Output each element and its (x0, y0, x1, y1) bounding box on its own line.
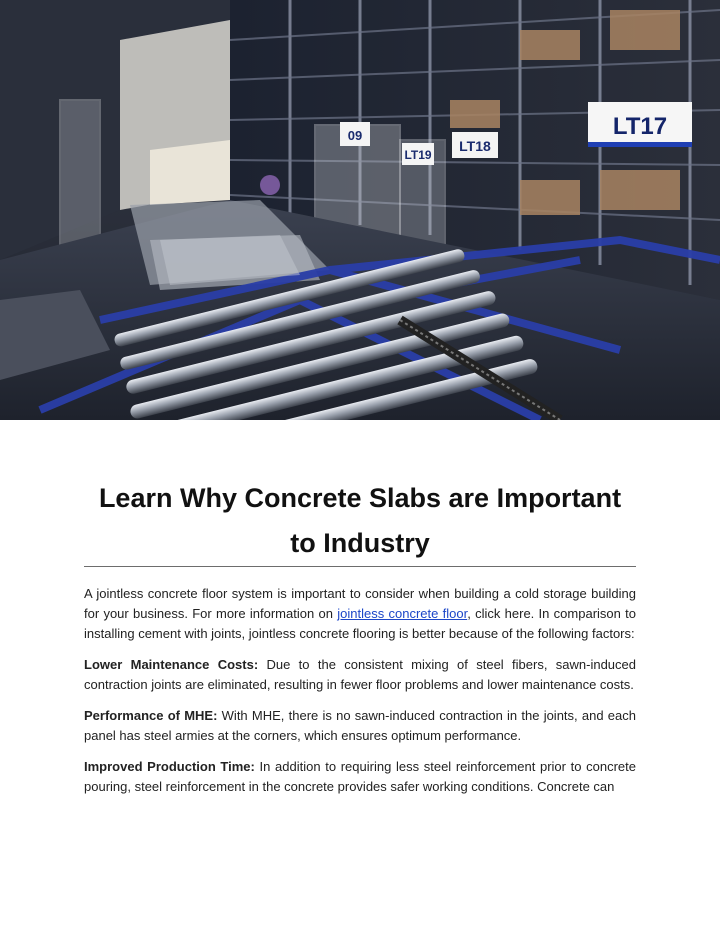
sign-lt17: LT17 (612, 113, 668, 140)
section-heading: Performance of MHE: (84, 708, 218, 723)
intro-text-end: , click here. In comparison to installing cement with joints, jointless concrete flooring is better because of the following factors: (84, 606, 636, 641)
section-text: Due to the consistent mixing of steel fibers, sawn-induced contraction joints are eliminated, resulting in fewer floor problems and lower maintenance costs. (84, 657, 636, 692)
warehouse-conveyor-illustration (0, 0, 720, 420)
sign-lt18: LT18 (459, 138, 491, 154)
section-heading: Lower Maintenance Costs: (84, 657, 259, 672)
hero-warehouse-image (0, 0, 720, 420)
article-body (84, 584, 636, 808)
section-text: With MHE, there is no sawn-induced contraction in the joints, and each panel has steel armies at the corners, which ensures optimum performance. (84, 708, 636, 743)
intro-text-start: A jointless concrete floor system is important to consider when building a cold storage building for your business. For more information on (84, 586, 636, 621)
sign-lt19: LT19 (404, 148, 432, 162)
section-production-time (84, 757, 636, 797)
intro-paragraph (84, 584, 636, 644)
page-title: Learn Why Concrete Slabs are Important to Industry (98, 483, 622, 558)
title-divider (84, 566, 636, 567)
section-text: In addition to requiring less steel reinforcement prior to concrete pouring, steel reinforcement in the concrete provides safer working conditions. Concrete can (84, 759, 636, 794)
sign-09: 09 (347, 128, 363, 143)
section-performance-mhe (84, 706, 636, 746)
jointless-concrete-floor-link[interactable]: jointless concrete floor (337, 606, 468, 621)
section-lower-maintenance (84, 655, 636, 695)
section-heading: Improved Production Time: (84, 759, 255, 774)
